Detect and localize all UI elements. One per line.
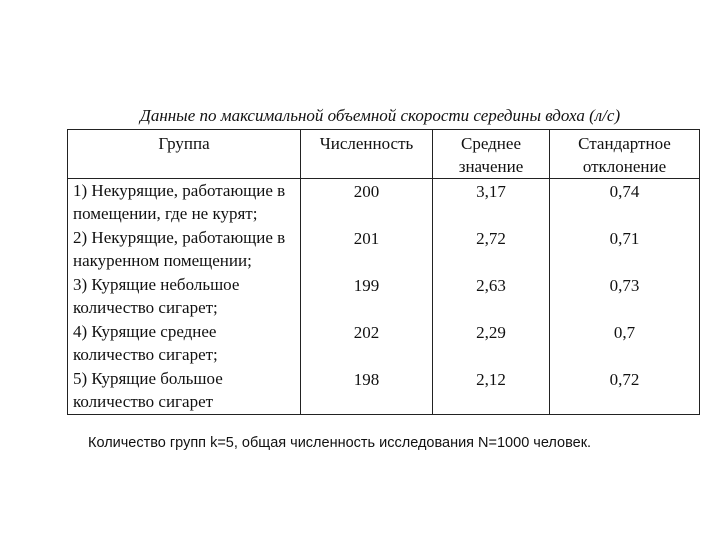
cell-mean: 2,12 bbox=[433, 367, 550, 415]
header-group: Группа bbox=[68, 130, 301, 179]
cell-group: 1) Некурящие, работающие в помещении, где не курят; bbox=[68, 179, 301, 227]
table-row bbox=[68, 226, 700, 273]
cell-mean: 2,29 bbox=[433, 320, 550, 367]
footnote: Количество групп k=5, общая численность исследования N=1000 человек. bbox=[88, 435, 592, 451]
cell-group: 3) Курящие небольшое количество сигарет; bbox=[68, 273, 301, 320]
header-mean: Среднее значение bbox=[433, 130, 550, 179]
cell-sd: 0,7 bbox=[550, 320, 700, 367]
cell-mean: 2,63 bbox=[433, 273, 550, 320]
cell-sd: 0,72 bbox=[550, 367, 700, 415]
table-row bbox=[68, 320, 700, 367]
cell-mean: 2,72 bbox=[433, 226, 550, 273]
cell-count: 199 bbox=[301, 273, 433, 320]
cell-count: 202 bbox=[301, 320, 433, 367]
header-sd: Стандартное отклонение bbox=[550, 130, 700, 179]
data-table bbox=[67, 129, 700, 415]
table-header-row bbox=[68, 130, 700, 179]
header-count: Численность bbox=[301, 130, 433, 179]
cell-count: 201 bbox=[301, 226, 433, 273]
table-row bbox=[68, 273, 700, 320]
cell-sd: 0,71 bbox=[550, 226, 700, 273]
table-row bbox=[68, 367, 700, 415]
cell-group: 5) Курящие большое количество сигарет bbox=[68, 367, 301, 415]
cell-sd: 0,74 bbox=[550, 179, 700, 227]
cell-group: 2) Некурящие, работающие в накуренном помещении; bbox=[68, 226, 301, 273]
cell-sd: 0,73 bbox=[550, 273, 700, 320]
table-row bbox=[68, 179, 700, 227]
cell-mean: 3,17 bbox=[433, 179, 550, 227]
cell-group: 4) Курящие среднее количество сигарет; bbox=[68, 320, 301, 367]
table-caption: Данные по максимальной объемной скорости середины вдоха (л/с) bbox=[140, 106, 621, 125]
cell-count: 200 bbox=[301, 179, 433, 227]
cell-count: 198 bbox=[301, 367, 433, 415]
